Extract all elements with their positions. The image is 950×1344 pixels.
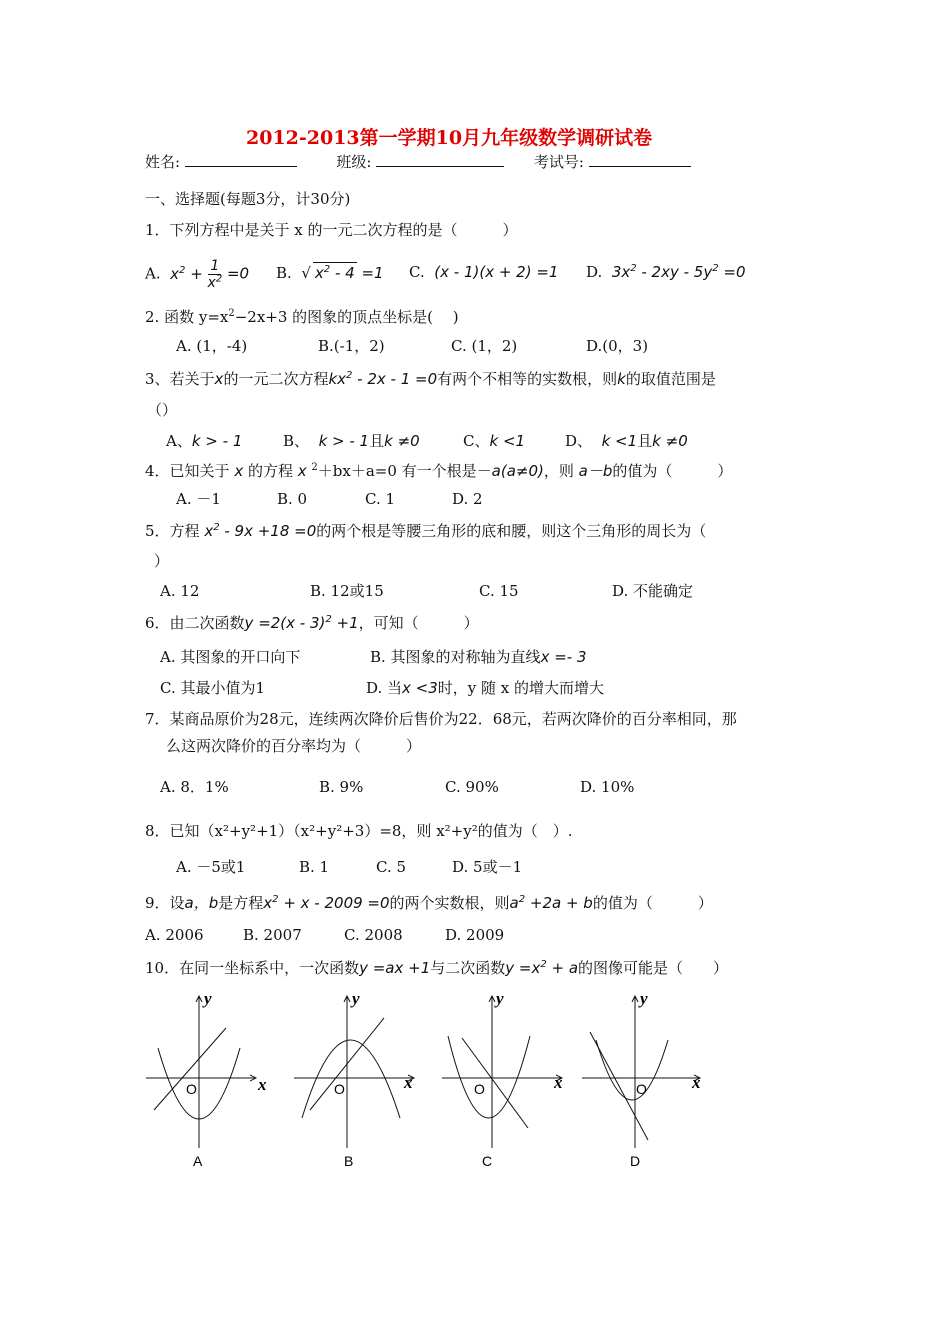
question-2-option-c[interactable]: C. (1，2) <box>451 337 518 355</box>
question-3-option-c[interactable]: C、k <1 <box>463 432 526 450</box>
exam-title: 2012-2013第一学期10月九年级数学调研试卷 <box>246 127 653 149</box>
graph-label: B <box>344 1153 354 1169</box>
origin-label: O <box>334 1081 345 1097</box>
question-7-option-a[interactable]: A. 8．1% <box>160 778 229 796</box>
question-4-option-c[interactable]: C. 1 <box>365 490 396 508</box>
origin-label: O <box>636 1081 647 1097</box>
graph-label: C <box>482 1153 493 1169</box>
question-9-option-b[interactable]: B. 2007 <box>243 926 302 944</box>
question-4-option-d[interactable]: D. 2 <box>452 490 483 508</box>
question-7-stem: 7．某商品原价为28元，连续两次降价后售价为22．68元，若两次降价的百分率相同，那 <box>145 710 737 728</box>
question-2-option-a[interactable]: A. (1，-4) <box>176 337 248 355</box>
question-9-option-d[interactable]: D. 2009 <box>445 926 505 944</box>
student-info-row <box>145 152 691 172</box>
fraction: $\frac{1}{x^2}$ <box>207 258 223 291</box>
question-5-stem-continued: ） <box>154 552 170 570</box>
graph-option-c[interactable] <box>436 990 576 1170</box>
question-1-stem: 1．下列方程中是关于 x 的一元二次方程的是（ ） <box>145 221 518 239</box>
question-1-option-a[interactable]: A. $x^2$ + $\frac{1}{x^2}$ =0 <box>145 258 250 291</box>
question-3-option-d[interactable]: D、 k <1且k ≠0 <box>565 432 688 450</box>
origin-label: O <box>474 1081 485 1097</box>
question-9-option-c[interactable]: C. 2008 <box>344 926 403 944</box>
exam-no-label: 考试号: <box>533 153 584 171</box>
y-axis-label: y <box>640 989 648 1008</box>
x-axis-label: x <box>258 1075 267 1094</box>
graph-option-b[interactable] <box>288 990 428 1170</box>
graph-label: D <box>630 1153 641 1169</box>
x-axis-label: x <box>404 1073 413 1092</box>
question-2-option-b[interactable]: B.(-1，2) <box>318 337 385 355</box>
name-label: 姓名: <box>145 153 181 171</box>
question-8-stem: 8．已知（x²+y²+1）（x²+y²+3）=8，则 x²+y²的值为（ ）. <box>145 822 573 840</box>
question-4-stem: 4．已知关于 x 的方程 x $^2$＋bx＋a=0 有一个根是－a(a≠0)，则 a－b的值为（ ） <box>145 462 733 480</box>
question-6-stem: 6．由二次函数y =2(x - 3)$^2$ +1，可知（ ） <box>145 614 479 632</box>
question-8-option-b[interactable]: B. 1 <box>299 858 330 876</box>
class-label: 班级: <box>336 153 372 171</box>
question-6-option-c[interactable]: C. 其最小值为1 <box>160 679 266 697</box>
question-6-option-d[interactable]: D. 当x <3时，y 随 x 的增大而增大 <box>366 679 605 697</box>
y-axis-label: y <box>352 989 360 1008</box>
graph-option-a[interactable] <box>140 990 280 1170</box>
question-3-stem-continued: （） <box>147 401 178 419</box>
question-1-option-d[interactable]: D. $3x^2 - 2xy - 5y^2 =0$ <box>586 263 746 281</box>
question-1-option-b[interactable]: B. √ $x^2 - 4 =1$ <box>276 264 384 282</box>
question-9-stem: 9．设a，b是方程$x^2 + x - 2009 =0$的两个实数根，则$a^2 +2a + b$的值为（ ） <box>145 894 713 912</box>
y-axis-label: y <box>496 989 504 1008</box>
graph-label: A <box>193 1153 203 1169</box>
question-7-option-b[interactable]: B. 9% <box>319 778 364 796</box>
origin-label: O <box>186 1081 197 1097</box>
question-4-option-b[interactable]: B. 0 <box>277 490 308 508</box>
question-2-option-d[interactable]: D.(0，3) <box>586 337 649 355</box>
parabola <box>596 1040 668 1100</box>
question-7-option-d[interactable]: D. 10% <box>580 778 635 796</box>
graph-option-d[interactable] <box>576 990 716 1170</box>
question-8-option-a[interactable]: A. －5或1 <box>176 858 246 876</box>
question-8-option-d[interactable]: D. 5或－1 <box>452 858 523 876</box>
parabola <box>448 1036 530 1118</box>
question-6-option-a[interactable]: A. 其图象的开口向下 <box>160 648 301 666</box>
question-7-stem-continued: 么这两次降价的百分率均为（ ） <box>166 737 422 755</box>
radical: $x^2 - 4$ <box>314 264 355 282</box>
question-3-option-a[interactable]: A、k > - 1 <box>166 432 243 450</box>
question-3-stem: 3、若关于x的一元二次方程$kx^2 - 2x - 1 =0$有两个不相等的实数根，则k的取值范围是 <box>145 370 716 388</box>
x-axis-label: x <box>554 1073 563 1092</box>
question-5-option-c[interactable]: C. 15 <box>479 582 519 600</box>
line-graph <box>462 1038 528 1128</box>
name-field[interactable] <box>185 152 297 167</box>
question-5-stem: 5．方程 $x^2 - 9x +18 =0$的两个根是等腰三角形的底和腰，则这个三角形的周长为（ <box>145 522 707 540</box>
exam-no-field[interactable] <box>589 152 691 167</box>
parabola <box>302 1040 400 1118</box>
question-1-option-c[interactable]: C. (x - 1)(x + 2) =1 <box>409 263 559 281</box>
question-5-option-a[interactable]: A. 12 <box>160 582 200 600</box>
question-9-option-a[interactable]: A. 2006 <box>145 926 204 944</box>
question-7-option-c[interactable]: C. 90% <box>445 778 499 796</box>
section-heading: 一、选择题(每题3分，计30分) <box>145 190 351 208</box>
question-2-stem: 2. 函数 $y=x^2-2x+3$ 的图象的顶点坐标是( ) <box>145 308 459 326</box>
question-5-option-d[interactable]: D. 不能确定 <box>612 582 694 600</box>
question-4-option-a[interactable]: A. －1 <box>176 490 221 508</box>
class-field[interactable] <box>376 152 504 167</box>
x-axis-label: x <box>692 1073 701 1092</box>
question-5-option-b[interactable]: B. 12或15 <box>310 582 384 600</box>
y-axis-label: y <box>204 989 212 1008</box>
question-10-stem: 10．在同一坐标系中，一次函数y =ax +1与二次函数$y =x^2 + a$的图像可能是（ ） <box>145 959 729 977</box>
question-8-option-c[interactable]: C. 5 <box>376 858 407 876</box>
question-6-option-b[interactable]: B. 其图象的对称轴为直线x =- 3 <box>370 648 587 666</box>
question-3-option-b[interactable]: B、 k > - 1且k ≠0 <box>283 432 420 450</box>
